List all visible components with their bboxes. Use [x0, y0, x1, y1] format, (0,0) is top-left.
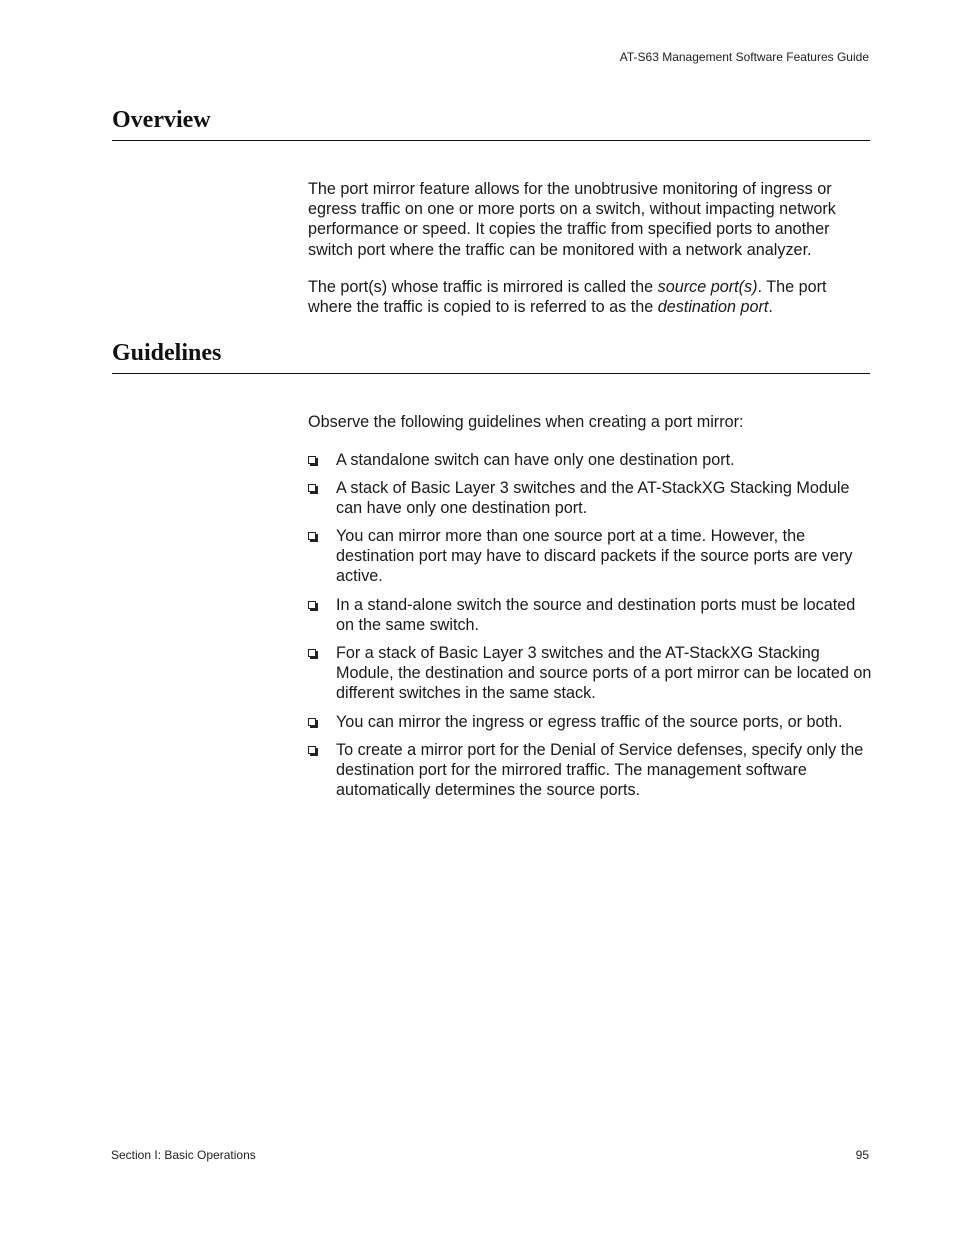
- checkbox-bullet-icon: [308, 601, 316, 609]
- checkbox-bullet-icon: [308, 456, 316, 464]
- guideline-text: A standalone switch can have only one destination port.: [336, 451, 735, 469]
- overview-heading: Overview: [112, 107, 211, 133]
- overview-body: [308, 179, 872, 317]
- guidelines-rule: [112, 373, 870, 374]
- checkbox-bullet-icon: [308, 649, 316, 657]
- guideline-item: [308, 595, 874, 635]
- guideline-text: To create a mirror port for the Denial of Service defenses, specify only the destination port for the mirrored traffic. The management software automatically determines the source ports.: [336, 741, 864, 800]
- overview-paragraph-2-text-c: .: [768, 298, 773, 317]
- destination-port-term: destination port: [657, 298, 769, 317]
- source-port-term: source port(s): [657, 277, 758, 296]
- guideline-text: A stack of Basic Layer 3 switches and the AT-StackXG Stacking Module can have only one destination port.: [336, 479, 850, 518]
- guideline-item: [308, 450, 874, 470]
- guideline-item: [308, 478, 874, 518]
- overview-paragraph-2-text-a: The port(s) whose traffic is mirrored is called the: [308, 277, 658, 296]
- guideline-item: [308, 712, 874, 732]
- guidelines-intro: Observe the following guidelines when creating a port mirror:: [308, 413, 744, 431]
- checkbox-bullet-icon: [308, 532, 316, 540]
- guideline-text: You can mirror more than one source port at a time. However, the destination port may have to discard packets if the source ports are very active.: [336, 527, 853, 586]
- overview-paragraph-1: The port mirror feature allows for the unobtrusive monitoring of ingress or egress traffic on one or more ports on a switch, without impacting network performance or speed. It copies the traffic from specified ports to another switch port where the traffic can be monitored with a network analyzer.: [308, 180, 836, 259]
- checkbox-bullet-icon: [308, 746, 316, 754]
- guideline-item: [308, 526, 874, 587]
- guideline-text: You can mirror the ingress or egress traffic of the source ports, or both.: [336, 713, 843, 731]
- guideline-item: [308, 643, 874, 704]
- guideline-text: In a stand-alone switch the source and destination ports must be located on the same switch.: [336, 596, 856, 635]
- overview-rule: [112, 140, 870, 141]
- running-header: AT-S63 Management Software Features Guide: [619, 50, 869, 64]
- guideline-item: [308, 740, 874, 801]
- overview-paragraph-2-text-b: . The port where the traffic is copied to is referred to as the: [308, 277, 827, 317]
- guidelines-heading: Guidelines: [112, 340, 222, 366]
- checkbox-bullet-icon: [308, 484, 316, 492]
- checkbox-bullet-icon: [308, 718, 316, 726]
- footer-section: Section I: Basic Operations: [111, 1148, 256, 1162]
- overview-paragraph-2: [308, 277, 872, 317]
- guideline-text: For a stack of Basic Layer 3 switches and the AT-StackXG Stacking Module, the destination and source ports of a port mirror can be located on different switches in the same stack.: [336, 644, 872, 703]
- page-number: 95: [855, 1148, 869, 1162]
